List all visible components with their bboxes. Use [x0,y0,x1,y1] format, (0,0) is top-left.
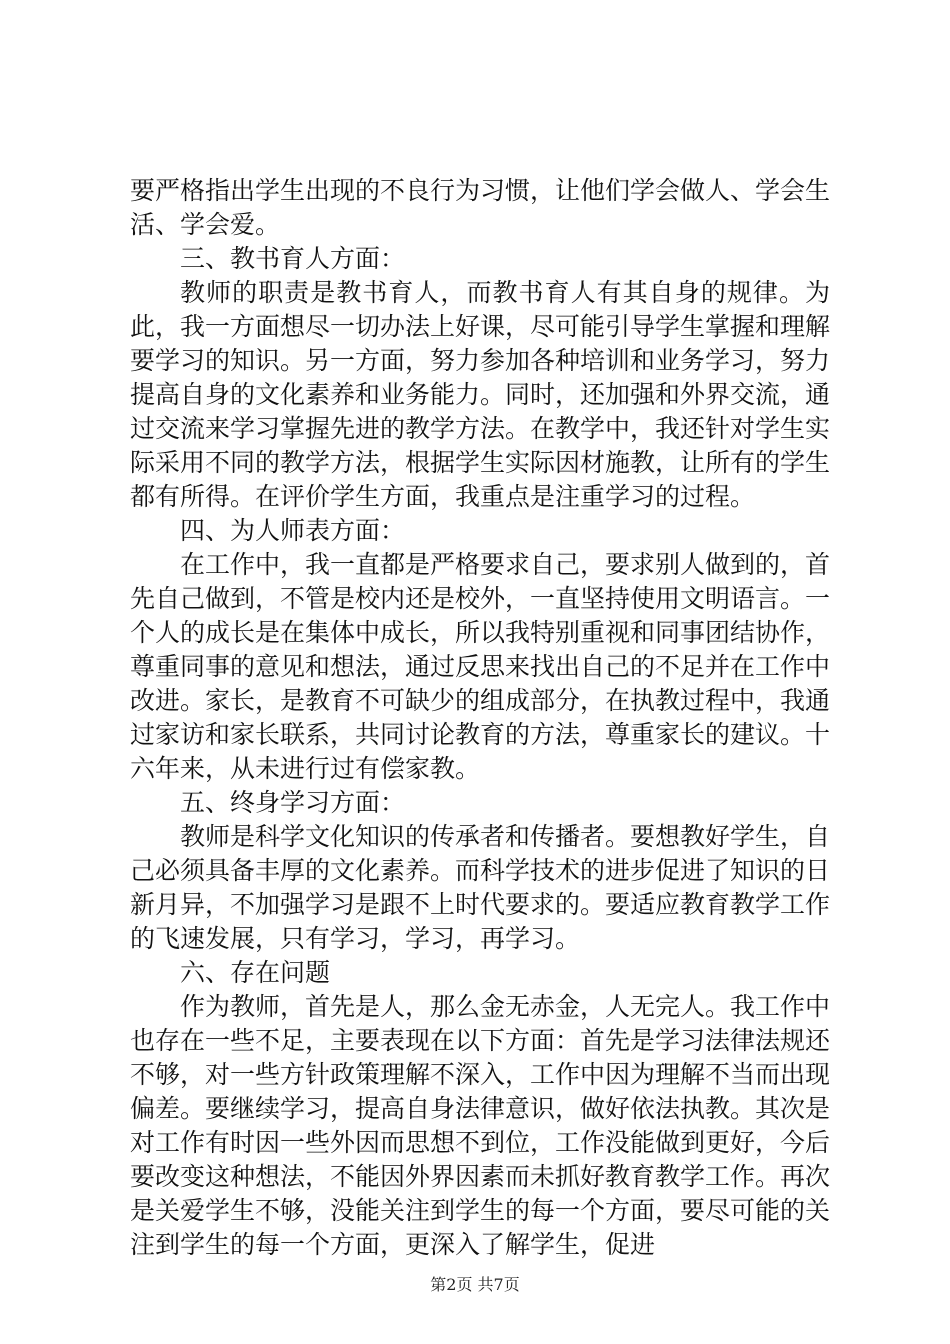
paragraph-lifelong-learning: 教师是科学文化知识的传承者和传播者。要想教好学生，自己必须具备丰厚的文化素养。而科学技术的进步促进了知识的日新月异，不加强学习是跟不上时代要求的。要适应教育教学工作的飞速发展，只有学习，学习，再学习。 [130,822,831,953]
document-body [130,174,830,1262]
continuation-paragraph: 要严格指出学生出现的不良行为习惯，让他们学会做人、学会生活、学会爱。 [130,176,831,239]
section-heading-3: 三、教书育人方面： [180,244,406,273]
paragraph-problems: 作为教师，首先是人，那么金无赤金，人无完人。我工作中也存在一些不足，主要表现在以下方面：首先是学习法律法规还不够，对一些方针政策理解不深入，工作中因为理解不当而出现偏差。要继续学习，提高自身法律意识，做好依法执教。其次是对工作有时因一些外因而思想不到位，工作没能做到更好，今后要改变这种想法，不能因外界因素而未抓好教育教学工作。再次是关爱学生不够，没能关注到学生的每一个方面，要尽可能的关注到学生的每一个方面，更深入了解学生，促进 [130,992,831,1259]
paragraph-teaching: 教师的职责是教书育人，而教书育人有其自身的规律。为此，我一方面想尽一切办法上好课，尽可能引导学生掌握和理解要学习的知识。另一方面，努力参加各种培训和业务学习，努力提高自身的文化素养和业务能力。同时，还加强和外界交流，通过交流来学习掌握先进的教学方法。在教学中，我还针对学生实际采用不同的教学方法，根据学生实际因材施教，让所有的学生都有所得。在评价学生方面，我重点是注重学习的过程。 [130,278,831,511]
section-heading-5: 五、终身学习方面： [180,788,406,817]
section-heading-4: 四、为人师表方面： [180,516,406,545]
section-heading-6: 六、存在问题 [180,958,331,987]
paragraph-role-model: 在工作中，我一直都是严格要求自己，要求别人做到的，首先自己做到，不管是校内还是校外，一直坚持使用文明语言。一个人的成长是在集体中成长，所以我特别重视和同事团结协作，尊重同事的意见和想法，通过反思来找出自己的不足并在工作中改进。家长，是教育不可缺少的组成部分，在执教过程中，我通过家访和家长联系，共同讨论教育的方法，尊重家长的建议。十六年来，从未进行过有偿家教。 [130,550,831,783]
page-number-footer: 第2页 共7页 [430,1275,520,1294]
